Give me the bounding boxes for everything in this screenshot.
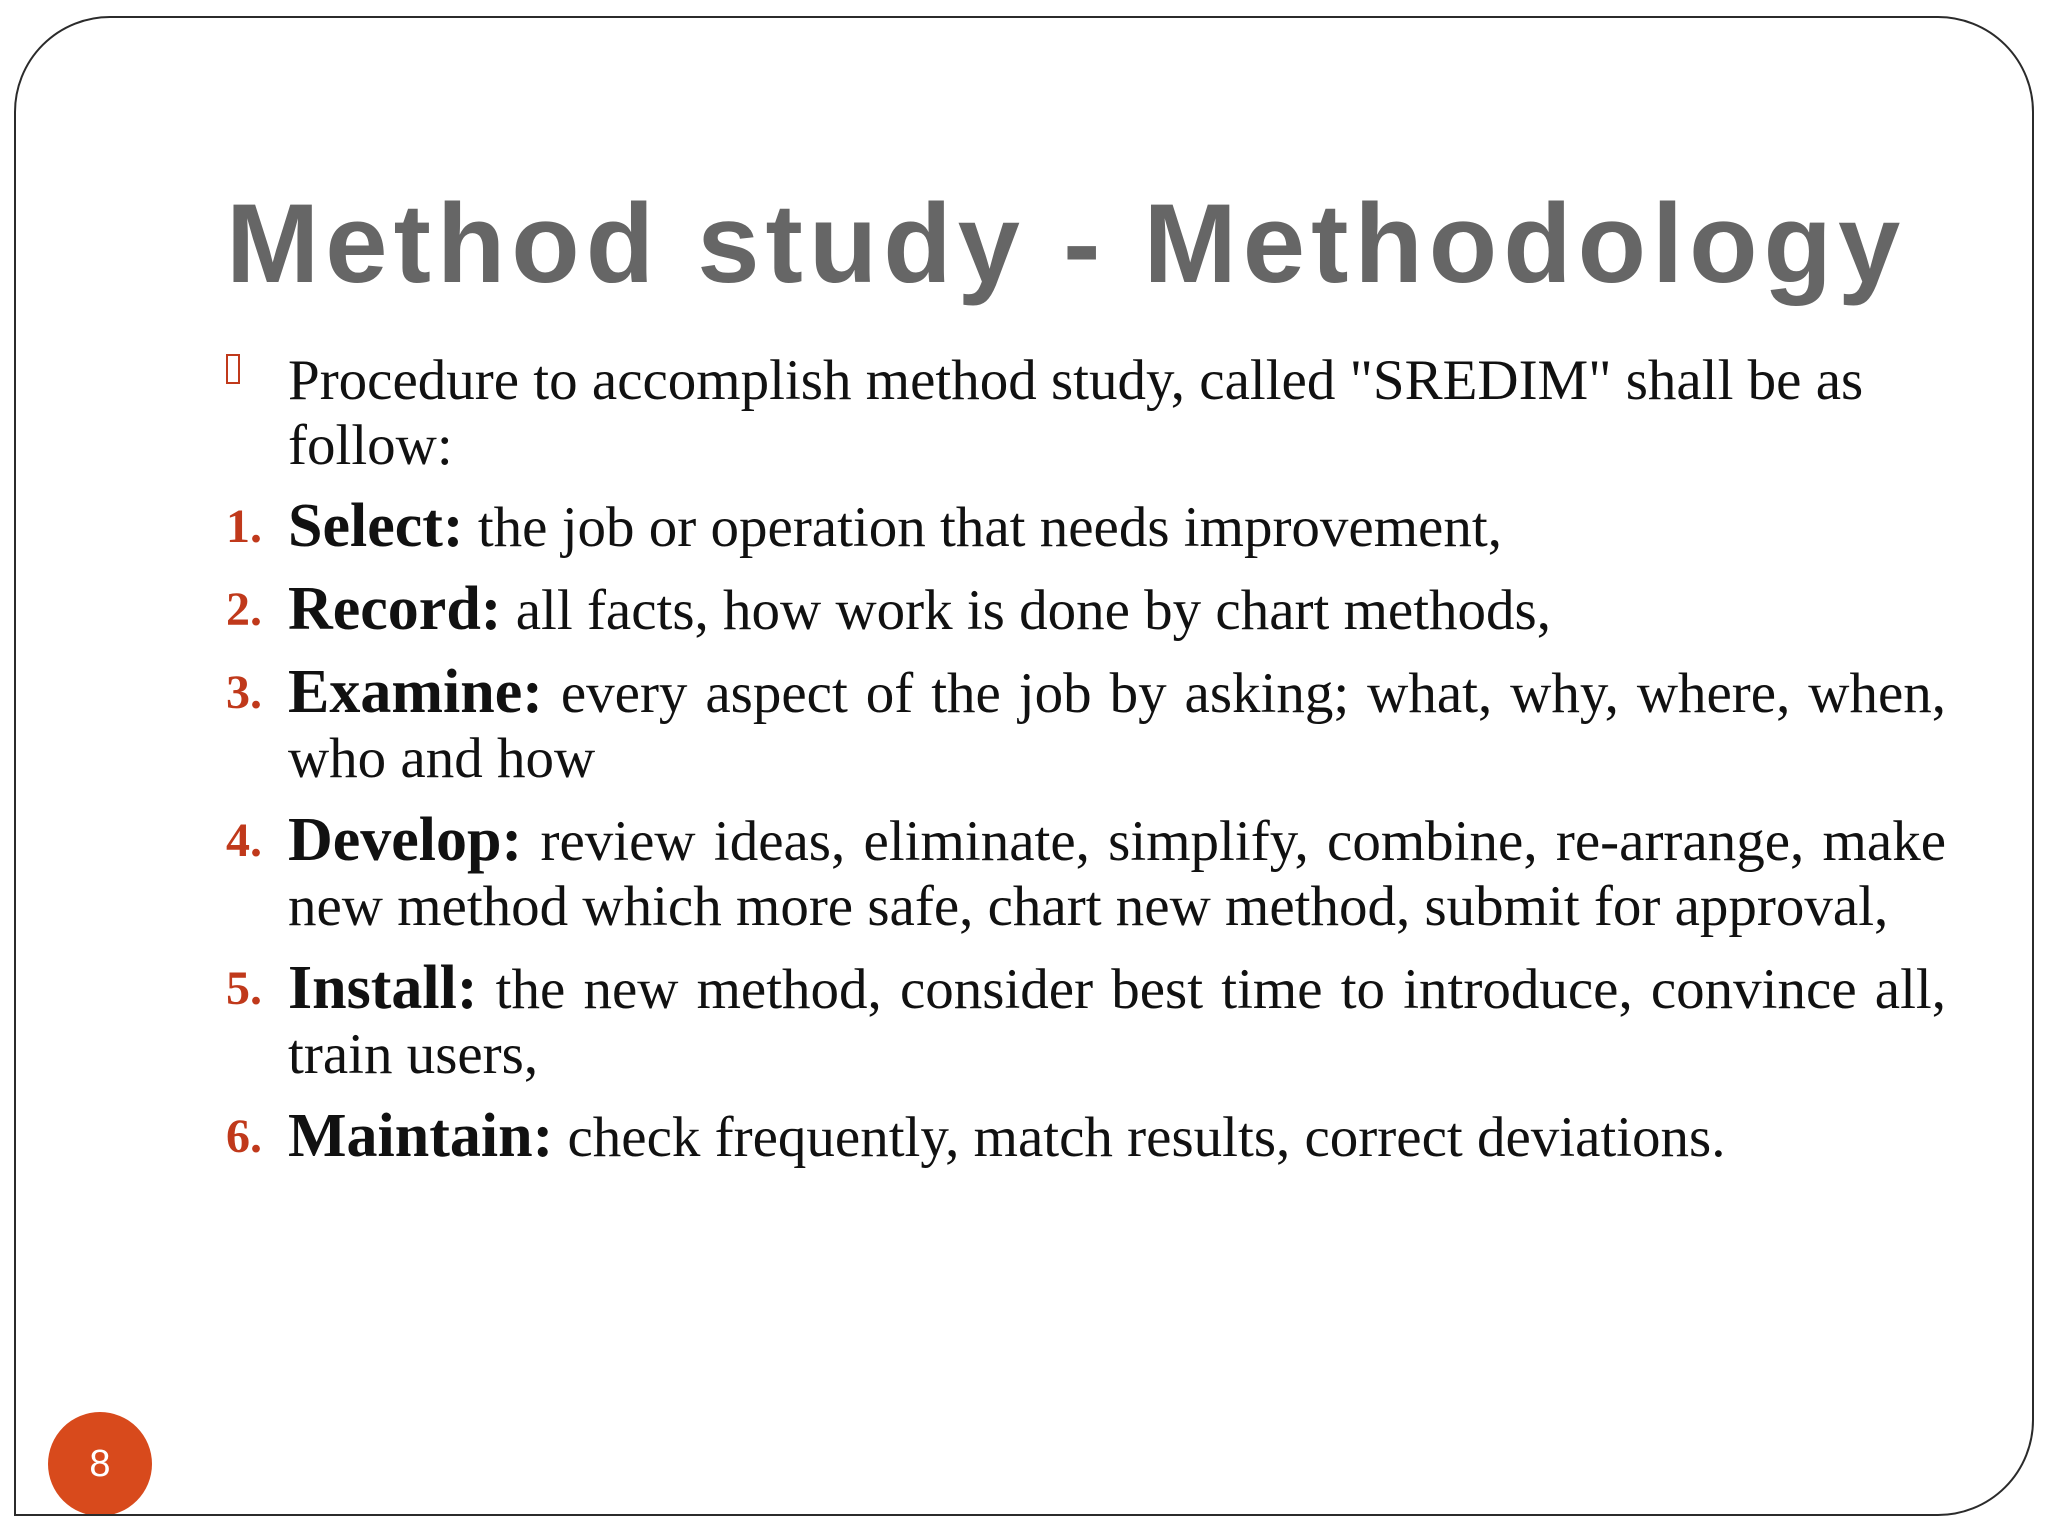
step-examine xyxy=(226,660,1946,791)
step-text: all facts, how work is done by chart methods, xyxy=(515,579,1551,642)
step-install xyxy=(226,956,1946,1087)
step-number: 4. xyxy=(226,814,262,867)
step-number: 1. xyxy=(226,500,262,553)
step-number: 2. xyxy=(226,583,262,636)
step-number: 3. xyxy=(226,666,262,719)
step-number: 5. xyxy=(226,962,262,1015)
step-maintain xyxy=(226,1104,1946,1170)
step-term: Develop: xyxy=(288,806,523,874)
intro-bullet xyxy=(226,348,1946,478)
step-term: Install: xyxy=(288,954,478,1022)
slide-title: Method study - Methodology xyxy=(226,181,1907,306)
step-number: 6. xyxy=(226,1110,262,1163)
step-term: Record: xyxy=(288,575,502,643)
step-develop xyxy=(226,808,1946,939)
page-number-badge: 8 xyxy=(48,1412,152,1516)
step-text: review ideas, eliminate, simplify, combine, re-arrange, make new method which more safe, chart new method, submit for approval, xyxy=(288,810,1946,938)
step-term: Maintain: xyxy=(288,1102,554,1170)
step-text: check frequently, match results, correct deviations. xyxy=(567,1106,1726,1169)
step-select xyxy=(226,494,1946,560)
step-text: the new method, consider best time to introduce, convince all, train users, xyxy=(288,958,1947,1086)
square-bullet-icon xyxy=(226,354,240,384)
step-term: Examine: xyxy=(288,658,543,726)
step-record xyxy=(226,577,1946,643)
step-term: Select: xyxy=(288,492,464,560)
steps-list xyxy=(226,494,1946,1170)
step-text: every aspect of the job by asking; what, why, where, when, who and how xyxy=(288,662,1947,790)
slide-content xyxy=(226,348,1946,1187)
intro-text: Procedure to accomplish method study, called "SREDIM" shall be as follow: xyxy=(288,349,1864,477)
slide xyxy=(14,16,2034,1516)
step-text: the job or operation that needs improvement, xyxy=(477,496,1502,559)
